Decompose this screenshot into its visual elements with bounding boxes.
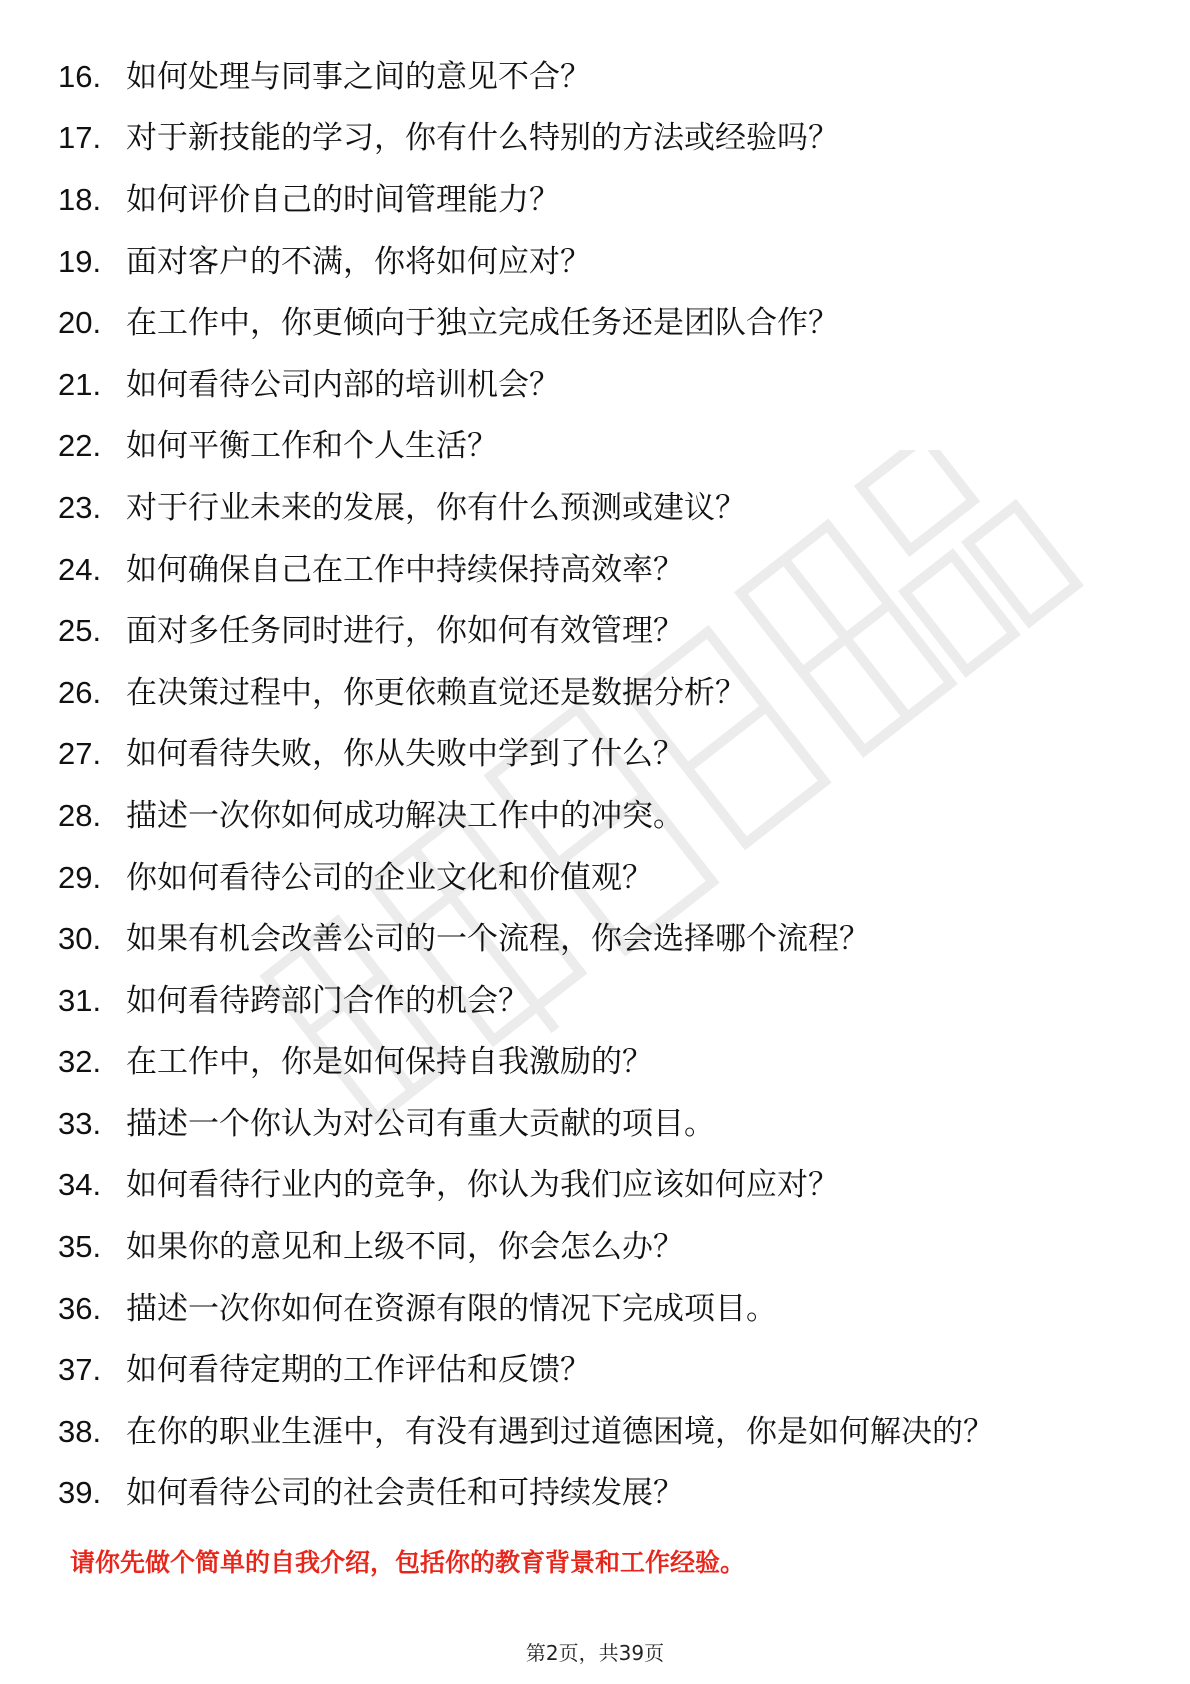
- question-text: 在你的职业生涯中，有没有遇到过道德困境，你是如何解决的？: [126, 1413, 994, 1450]
- question-number: 31.: [58, 982, 102, 1018]
- question-item: [58, 785, 994, 847]
- question-text: 面对多任务同时进行，你如何有效管理？: [126, 613, 684, 650]
- question-number: 27.: [58, 736, 102, 772]
- question-text: 在工作中，你更倾向于独立完成任务还是团队合作？: [126, 305, 839, 342]
- question-text: 如何确保自己在工作中持续保持高效率？: [126, 551, 684, 588]
- question-number: 37.: [58, 1352, 102, 1388]
- question-item: [58, 970, 994, 1032]
- question-item: [58, 662, 994, 724]
- question-text: 描述一个你认为对公司有重大贡献的项目。: [126, 1105, 715, 1142]
- question-text: 如何看待行业内的竞争，你认为我们应该如何应对？: [126, 1167, 839, 1204]
- question-item: [58, 354, 994, 416]
- question-text: 面对客户的不满，你将如何应对？: [126, 243, 591, 280]
- question-text: 如果有机会改善公司的一个流程，你会选择哪个流程？: [126, 921, 870, 958]
- question-item: [58, 539, 994, 601]
- question-number: 34.: [58, 1167, 102, 1203]
- question-number: 36.: [58, 1290, 102, 1326]
- question-text: 如何看待失败，你从失败中学到了什么？: [126, 736, 684, 773]
- question-item: [58, 1093, 994, 1155]
- question-item: [58, 847, 994, 909]
- question-item: [58, 1278, 994, 1340]
- question-item: [58, 477, 994, 539]
- question-number: 16.: [58, 58, 102, 94]
- question-text: 如何评价自己的时间管理能力？: [126, 181, 560, 218]
- question-item: [58, 908, 994, 970]
- question-text: 描述一次你如何在资源有限的情况下完成项目。: [126, 1290, 777, 1327]
- question-item: [58, 1155, 994, 1217]
- question-number: 17.: [58, 120, 102, 156]
- question-number: 21.: [58, 366, 102, 402]
- highlight-question: 请你先做个简单的自我介绍，包括你的教育背景和工作经验。: [70, 1548, 746, 1577]
- question-text: 如何看待公司的社会责任和可持续发展？: [126, 1475, 684, 1512]
- question-text: 如何看待定期的工作评估和反馈？: [126, 1352, 591, 1389]
- question-number: 24.: [58, 551, 102, 587]
- question-item: [58, 724, 994, 786]
- question-number: 30.: [58, 921, 102, 957]
- question-number: 26.: [58, 674, 102, 710]
- question-text: 如何看待跨部门合作的机会？: [126, 982, 529, 1019]
- question-number: 35.: [58, 1229, 102, 1265]
- question-item: [58, 1339, 994, 1401]
- question-text: 对于行业未来的发展，你有什么预测或建议？: [126, 489, 746, 526]
- question-text: 如果你的意见和上级不同，你会怎么办？: [126, 1229, 684, 1266]
- question-number: 18.: [58, 181, 102, 217]
- question-item: [58, 600, 994, 662]
- question-number: 19.: [58, 243, 102, 279]
- question-number: 38.: [58, 1413, 102, 1449]
- question-number: 33.: [58, 1105, 102, 1141]
- question-item: [58, 1032, 994, 1094]
- question-text: 在工作中，你是如何保持自我激励的？: [126, 1044, 653, 1081]
- question-number: 25.: [58, 613, 102, 649]
- question-item: [58, 231, 994, 293]
- question-item: [58, 46, 994, 108]
- question-text: 对于新技能的学习，你有什么特别的方法或经验吗？: [126, 120, 839, 157]
- question-item: [58, 1216, 994, 1278]
- question-number: 39.: [58, 1475, 102, 1511]
- question-item: [58, 108, 994, 170]
- question-number: 22.: [58, 428, 102, 464]
- question-text: 如何处理与同事之间的意见不合？: [126, 58, 591, 95]
- question-number: 29.: [58, 859, 102, 895]
- question-item: [58, 292, 994, 354]
- question-text: 如何看待公司内部的培训机会？: [126, 366, 560, 403]
- question-text: 你如何看待公司的企业文化和价值观？: [126, 859, 653, 896]
- question-list: [58, 46, 994, 1524]
- question-item: [58, 169, 994, 231]
- question-number: 23.: [58, 489, 102, 525]
- question-text: 描述一次你如何成功解决工作中的冲突。: [126, 797, 684, 834]
- question-item: [58, 416, 994, 478]
- question-text: 在决策过程中，你更依赖直觉还是数据分析？: [126, 674, 746, 711]
- question-number: 20.: [58, 305, 102, 341]
- question-item: [58, 1463, 994, 1525]
- question-text: 如何平衡工作和个人生活？: [126, 428, 498, 465]
- page-indicator: 第2页，共39页: [525, 1641, 665, 1665]
- question-item: [58, 1401, 994, 1463]
- question-number: 28.: [58, 797, 102, 833]
- question-number: 32.: [58, 1044, 102, 1080]
